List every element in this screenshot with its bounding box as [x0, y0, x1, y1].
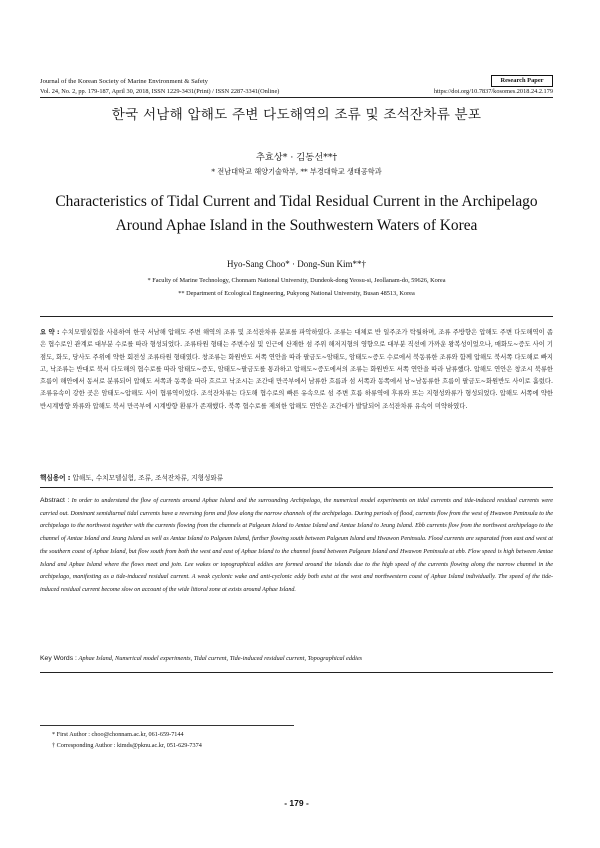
- abstract-korean-label: 요 약 :: [40, 329, 60, 336]
- abstract-korean-text: 수치모델실험을 사용하여 한국 서남해 압해도 주변 해역의 조류 및 조석잔차류 분포를 파악하였다. 조류는 대체로 반 일주조가 탁월하며, 조류 주방향은 압해도 주변 다도해역이 좁은 협수로인 관계로 대부분 수로를 따라 형성되었다. 조류타원 형태는 주변수심 및 인근에 산재한 섬 주위 해저지형의 영향으로 대부분 직선에 가까운 왕복성이었으나, 매화도~증도 사이 기점도, 화도, 당사도 주위에 약한 회전성 조류타원 형태였다. 창조류는 화원반도 서쪽 연안을 따라 팔금도~암태도, 암태도~증도 수로에서 북동류한 조류와 함께 압해도 북서쪽 다도해로 빠지고, 낙조류는 반대로 북서 다도해의 협수로를 따라 암태도~증도, 암태도~팔금도를 통과하고 압해도~증도에서의 조류는 화원반도 서쪽 연안을 따라 남류했다. 압해도 연안은 창조시 북류한 흐름이 해안에서 동서로 분류되어 압해도 서쪽과 동쪽을 따라 흐르고 낙조시는 조간대 만곡부에서 남류한 흐름과 섬 서쪽과 동쪽에서 남~남동류한 흐름이 팔금도~화원반도 사이로 흘렀다. 조류유속이 강한 곳은 암태도~압해도 사이 협류역이었다. 조석잔차류는 다도해 협수로의 빠른 유속으로 섬 주변 흐름 하류역에 후류와 또는 지형성와류가 형성되었다. 압해도 서쪽에 약한 반시계방향 와류와 압해도 북서 만곡부에 시계방향 환류가 존재했다. 북쪽 협수로를 제외한 압해도 연안은 조간대가 발달되어 조석잔차류 유속이 미약하였다.: [40, 329, 553, 410]
- keywords-english: [40, 655, 553, 662]
- abstract-english: [40, 495, 553, 645]
- abstract-english-label: Abstract :: [40, 497, 70, 504]
- affiliation-english-1: * Faculty of Marine Technology, Chonnam National University, Dundeok-dong Yeosu-si, Jeollanam-do, 59626, Korea: [147, 277, 446, 284]
- authors-english: Hyo-Sang Choo* · Dong-Sun Kim**†: [227, 259, 366, 269]
- title-korean: 한국 서남해 압해도 주변 다도해역의 조류 및 조석잔차류 분포: [111, 107, 482, 123]
- article-type-badge: Research Paper: [491, 75, 553, 87]
- journal-name: Journal of the Korean Society of Marine Environment & Safety: [40, 78, 208, 85]
- keywords-english-label: Key Words :: [40, 655, 77, 662]
- doi-link[interactable]: https://doi.org/10.7837/kosomes.2018.24.2.179: [433, 88, 553, 95]
- abstract-english-text: In order to understand the flow of currents around Aphae Island and the surrounding Archipelago, the numerical model experiments on tidal currents and tide-induced residual currents were carried out. Dominant semidiurnal tidal currents have a reversing form and flow along the narrow channels of the archipelago. During periods of flood, currents flow from the west of Hwawon Peninsula to the archipelago to the northwest together with the currents flowing from the channels at Palgeum Island to Amtae Island and Amtae Island to Jeung Island. Ebb currents flow from the northwest archipelago to the channel of Amtae Island and Jeung Island as well as Amtae Island to Palgeum Island, further flowing south between Palgeum Island and Hwawon Peninsula. Flood currents are separated from east and west at the southern coast of Aphae Island, but flow south from both the west and east of Aphae Island to the channel found between Palgeum Island and Hwawon Peninsula at ebb. Flow speed is high between Amtae Island and Aphae Island where the flows meet and join. Lee wakes or topographical eddies are formed around the islands due to the high speed of the currents flowing along the narrow channel in the archipelago, manifesting as a tide-induced residual current. A weak cyclonic wake and anti-cyclonic eddy both exist at the west and northwestern coast of Aphae Island individually. The speed of the tide-induced residual current become slow on account of the wide littoral zone at exists around Aphae Island.: [40, 498, 553, 593]
- footnote-rule: [40, 725, 294, 726]
- volume-info: Vol. 24, No. 2, pp. 179-187, April 30, 2018, ISSN 1229-3431(Print) / ISSN 2287-3341(Online): [40, 88, 280, 95]
- abstract-bottom-rule: [40, 672, 553, 673]
- keywords-korean-text: 압해도, 수치모델실험, 조류, 조석잔차류, 지형성와류: [72, 474, 224, 482]
- keywords-english-text: Aphae Island, Numerical model experiments, Tidal current, Tide-induced residual current, Topographical eddies: [78, 655, 363, 662]
- footnote-corresponding-author: † Corresponding Author : kimds@pknu.ac.kr, 051-629-7374: [52, 742, 202, 749]
- header-rule: [40, 97, 553, 98]
- title-english: Characteristics of Tidal Current and Tidal Residual Current in the Archipelago Around Aphae Island in the Southwestern Waters of Korea: [55, 193, 538, 234]
- keywords-korean: [40, 472, 553, 482]
- affiliation-korean: * 전남대학교 해양기술학부, ** 부경대학교 생태공학과: [211, 167, 382, 176]
- footnote-first-author: * First Author : choo@chonnam.ac.kr, 061-659-7144: [52, 731, 184, 738]
- abstract-top-rule: [40, 316, 553, 317]
- abstract-divider-rule: [40, 487, 553, 488]
- abstract-korean: [40, 327, 553, 463]
- affiliation-english-2: ** Department of Ecological Engineering, Pukyong National University, Busan 48513, Korea: [178, 290, 415, 297]
- page-number: - 179 -: [284, 798, 309, 808]
- keywords-korean-label: 핵심용어 :: [40, 474, 71, 482]
- authors-korean: 추효상* · 김동선**†: [255, 152, 338, 163]
